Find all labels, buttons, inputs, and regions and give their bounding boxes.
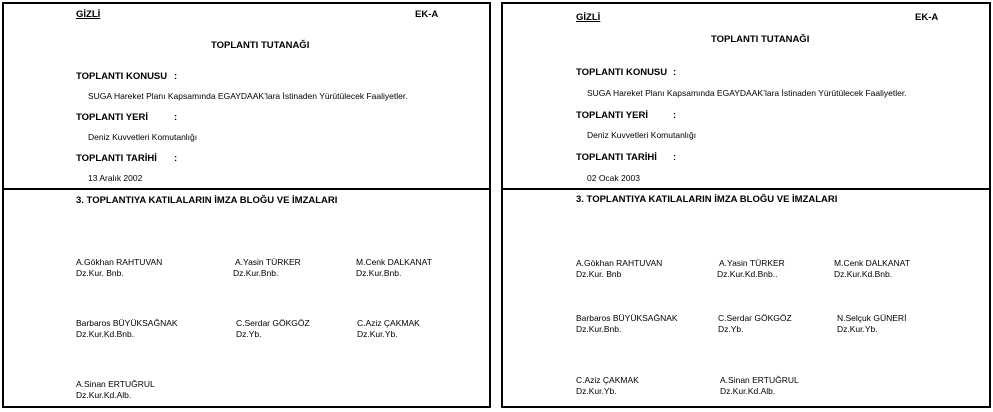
section-divider: [503, 188, 989, 190]
place-colon: :: [673, 110, 677, 121]
subject-value: SUGA Hareket Planı Kapsamında EGAYDAAK’lara İstinaden Yürütülecek Faaliyetler.: [88, 91, 408, 101]
signatory-name: M.Cenk DALKANAT: [834, 258, 910, 268]
signatory-name: C.Serdar GÖKGÖZ: [236, 318, 310, 328]
signatory-rank: Dz.Kur. Bnb: [576, 268, 622, 279]
annex-label: EK-A: [415, 9, 439, 20]
signature-block: [576, 375, 639, 396]
meeting-minutes-document-left: [2, 2, 491, 408]
signatory-rank: Dz.Kur.Bnb.: [576, 323, 622, 334]
signatory-name: A.Yasin TÜRKER: [719, 258, 785, 268]
signatory-name: A.Gökhan RAHTUVAN: [76, 257, 163, 267]
subject-label: TOPLANTI KONUSU: [576, 67, 668, 78]
signatory-rank: Dz.Yb.: [236, 328, 262, 339]
signature-block: [837, 313, 906, 334]
signature-block: [357, 318, 420, 339]
signatory-name: Barbaros BÜYÜKSAĞNAK: [576, 313, 678, 323]
place-colon: :: [174, 112, 178, 123]
date-colon: :: [174, 153, 178, 164]
signatory-name: Barbaros BÜYÜKSAĞNAK: [76, 318, 178, 328]
signatory-name: C.Aziz ÇAKMAK: [357, 318, 420, 328]
place-label: TOPLANTI YERİ: [76, 112, 148, 123]
meeting-minutes-document-right: [501, 2, 991, 408]
section-divider: [4, 188, 489, 190]
signature-block: [576, 313, 678, 334]
signatory-rank: Dz.Kur. Bnb.: [76, 267, 124, 278]
classification-label: GİZLİ: [76, 9, 101, 20]
date-value: 13 Aralık 2002: [88, 173, 143, 183]
date-colon: :: [673, 152, 677, 163]
signatory-rank: Dz.Kur.Bnb.: [233, 267, 279, 278]
signatory-rank: Dz.Kur.Kd.Alb.: [720, 385, 776, 396]
signatory-name: A.Gökhan RAHTUVAN: [576, 258, 663, 268]
signature-block: [718, 313, 792, 334]
place-value: Deniz Kuvvetleri Komutanlığı: [88, 132, 198, 142]
date-label: TOPLANTI TARİHİ: [76, 153, 157, 164]
signatures-heading: 3. TOPLANTIYA KATILALARIN İMZA BLOĞU VE İMZALARI: [76, 195, 338, 206]
signatory-rank: Dz.Kur.Yb.: [576, 385, 617, 396]
signatory-name: C.Serdar GÖKGÖZ: [718, 313, 792, 323]
signature-block: [236, 318, 310, 339]
signatory-name: C.Aziz ÇAKMAK: [576, 375, 639, 385]
signatory-rank: Dz.Kur.Yb.: [837, 323, 878, 334]
signature-block: [720, 375, 799, 396]
signature-block: [233, 257, 301, 278]
subject-colon: :: [174, 71, 178, 82]
subject-colon: :: [673, 67, 677, 78]
signature-block: [834, 258, 910, 279]
signatory-name: A.Sinan ERTUĞRUL: [720, 375, 799, 385]
signature-block: [76, 257, 162, 278]
date-label: TOPLANTI TARİHİ: [576, 152, 657, 163]
signatory-rank: Dz.Kur.Yb.: [357, 328, 398, 339]
signatory-rank: Dz.Yb.: [718, 323, 744, 334]
signatory-name: N.Selçuk GÜNERİ: [837, 313, 907, 323]
signature-block: [576, 258, 662, 279]
signatory-name: M.Cenk DALKANAT: [356, 257, 432, 267]
document-title: TOPLANTI TUTANAĞI: [211, 40, 310, 51]
date-value: 02 Ocak 2003: [587, 173, 640, 183]
subject-value: SUGA Hareket Planı Kapsamında EGAYDAAK’lara İstinaden Yürütülecek Faaliyetler.: [587, 88, 907, 98]
signatures-heading: 3. TOPLANTIYA KATILALARIN İMZA BLOĞU VE İMZALARI: [576, 194, 838, 205]
signature-block: [76, 318, 178, 339]
document-title: TOPLANTI TUTANAĞI: [711, 34, 810, 45]
signature-block: [356, 257, 432, 278]
signature-block: [76, 379, 155, 400]
signatory-rank: Dz.Kur.Bnb.: [356, 267, 402, 278]
signatory-rank: Dz.Kur.Kd.Bnb.: [834, 268, 893, 279]
place-value: Deniz Kuvvetleri Komutanlığı: [587, 130, 697, 140]
signature-block: [717, 258, 785, 279]
classification-label: GİZLİ: [576, 12, 601, 23]
place-label: TOPLANTI YERİ: [576, 110, 648, 121]
signatory-rank: Dz.Kur.Kd.Alb.: [76, 389, 132, 400]
signatory-name: A.Yasin TÜRKER: [235, 257, 301, 267]
subject-label: TOPLANTI KONUSU: [76, 71, 168, 82]
signatory-rank: Dz.Kur.Kd.Bnb.: [76, 328, 135, 339]
signatory-name: A.Sinan ERTUĞRUL: [76, 379, 155, 389]
signatory-rank: Dz.Kur.Kd.Bnb..: [717, 268, 778, 279]
annex-label: EK-A: [915, 12, 939, 23]
